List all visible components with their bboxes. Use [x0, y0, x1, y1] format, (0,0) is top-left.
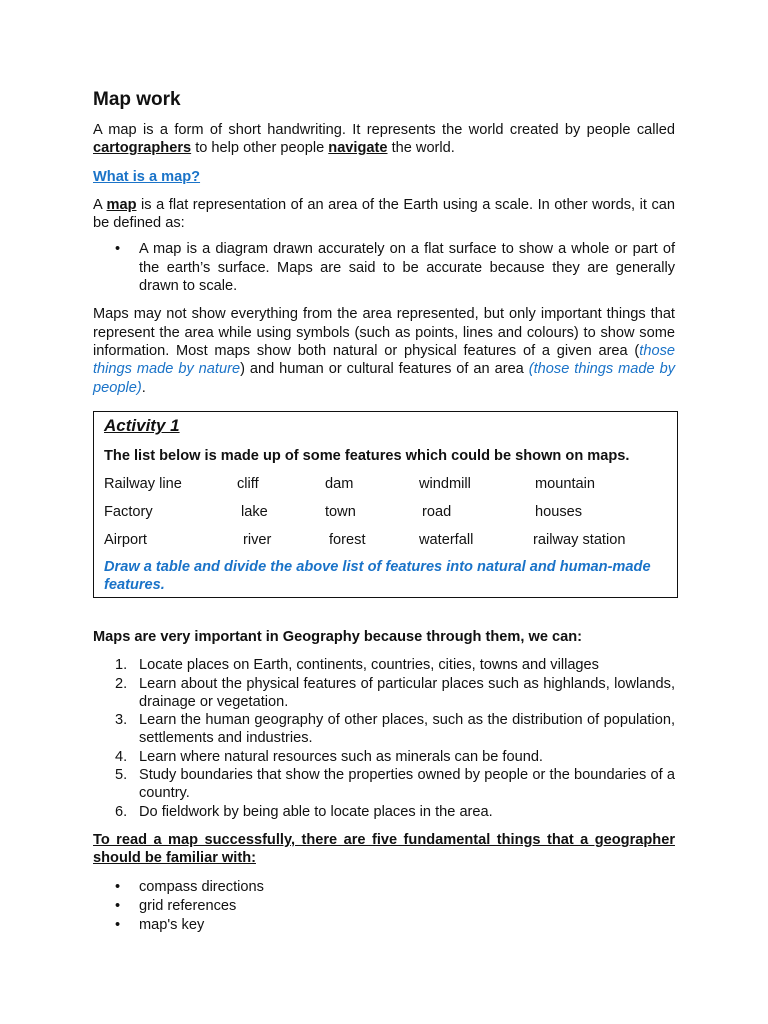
activity-intro: The list below is made up of some features which could be shown on maps. [104, 448, 630, 464]
list-item-text: Learn where natural resources such as minerals can be found. [139, 748, 543, 765]
intro-text-2: to help other people [195, 140, 325, 157]
list-item: 2. Learn about the physical features of particular places such as highlands, lowlands, drainage or vegetation. [115, 675, 675, 710]
feature-item: road [422, 504, 452, 520]
feature-item: houses [535, 504, 583, 520]
features-text-middle: ) and human or cultural features of an area [240, 361, 524, 378]
feature-item: windmill [419, 476, 471, 492]
activity-title: Activity 1 [104, 416, 180, 435]
page-title: Map work [93, 89, 181, 110]
document-body [93, 88, 675, 397]
feature-item: dam [325, 476, 354, 492]
list-item-text: Study boundaries that show the properties owned by people or the boundaries of a country. [139, 767, 675, 802]
term-map: map [106, 196, 137, 213]
list-item: 3. Learn the human geography of other places, such as the distribution of population, settlements and industries. [115, 712, 675, 747]
list-item-text: Do fieldwork by being able to locate places in the area. [139, 803, 493, 820]
list-item-text: Learn the human geography of other places, such as the distribution of population, settlements and industries. [139, 712, 675, 747]
features-text-main: Maps may not show everything from the area represented, but only important things that represent the area while using symbols (such as points, lines and colours) to show some information. Most maps show both natural or physical features of a given area ( [93, 306, 675, 359]
features-paragraph [93, 305, 675, 396]
bullet-icon: • [115, 241, 121, 258]
list-item [93, 916, 675, 934]
intro-text-1: A map is a form of short handwriting. It represents the world created by people called [93, 122, 675, 138]
feature-item: Factory [104, 504, 153, 520]
feature-item: cliff [237, 476, 259, 492]
features-text-end: . [141, 379, 146, 396]
definition-pre: A [93, 196, 102, 213]
people-note: (those things made by people) [93, 361, 676, 396]
bullet-icon: • [115, 878, 121, 895]
definition-paragraph [93, 196, 675, 233]
list-item [93, 878, 675, 896]
term-cartographers: cartographers [93, 140, 192, 157]
feature-item: Railway line [104, 476, 182, 492]
list-item: 4. Learn where natural resources such as minerals can be found. [115, 748, 543, 765]
feature-item: mountain [535, 476, 596, 492]
list-item: 5. Study boundaries that show the properties owned by people or the boundaries of a country. [115, 767, 675, 802]
importance-list [93, 656, 675, 821]
intro-text-3: the world. [391, 140, 455, 157]
definition-bullet-list [93, 240, 675, 295]
list-item-text: compass directions [139, 878, 264, 895]
activity-box [93, 411, 678, 598]
list-item-text: Learn about the physical features of particular places such as highlands, lowlands, drainage or vegetation. [139, 675, 675, 710]
term-navigate: navigate [328, 140, 388, 157]
list-item-text: grid references [139, 897, 237, 914]
list-item [93, 240, 675, 295]
list-item-text: map's key [139, 917, 205, 934]
what-is-a-map-text: What is a map? [93, 168, 201, 185]
importance-heading: Maps are very important in Geography because through them, we can: [93, 629, 583, 645]
feature-item: lake [241, 504, 268, 520]
feature-item: railway station [533, 532, 626, 548]
list-item: 6. Do fieldwork by being able to locate places in the area. [115, 803, 493, 820]
list-item: 1. Locate places on Earth, continents, countries, cities, towns and villages [115, 657, 599, 674]
feature-item: Airport [104, 532, 147, 548]
bullet-icon: • [115, 897, 121, 914]
feature-item: waterfall [419, 532, 474, 548]
fundamentals-heading: To read a map successfully, there are five fundamental things that a geographer should be familiar with: [93, 831, 675, 867]
intro-paragraph [93, 121, 675, 158]
definition-bullet-text: A map is a diagram drawn accurately on a flat surface to show a whole or part of the earth’s surface. Maps are said to be accurate because they are generally drawn to scale. [139, 241, 675, 295]
fundamentals-list [93, 878, 675, 935]
nature-note: those things made by nature [93, 342, 675, 378]
list-item [93, 897, 675, 915]
list-item-text: Locate places on Earth, continents, countries, cities, towns and villages [139, 657, 599, 674]
activity-instruction: Draw a table and divide the above list of features into natural and human-made features. [104, 559, 651, 594]
definition-post: is a flat representation of an area of the Earth using a scale. In other words, it can be defined as: [93, 196, 675, 232]
feature-item: town [325, 504, 356, 520]
what-is-a-map-heading [93, 168, 675, 186]
feature-item: river [243, 532, 272, 548]
bullet-icon: • [115, 917, 121, 934]
feature-item: forest [329, 532, 366, 548]
document-body-lower [93, 628, 675, 934]
